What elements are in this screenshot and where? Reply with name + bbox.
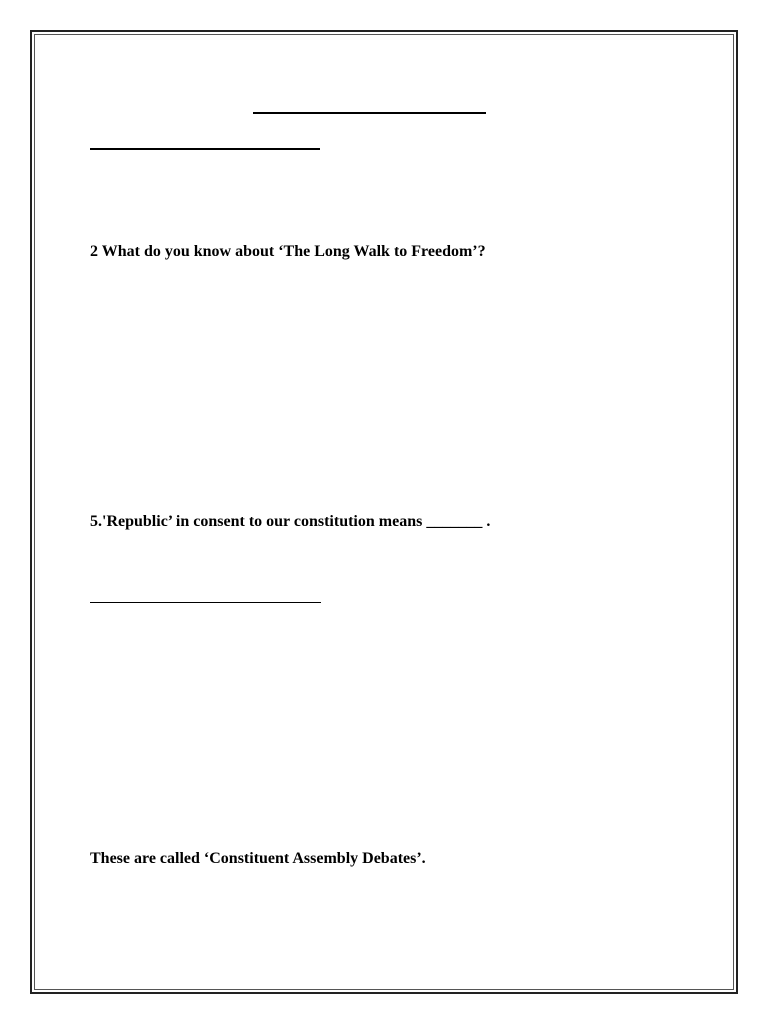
question-5-text: 5.'Republic’ in consent to our constitution means _______ .: [90, 513, 491, 530]
section-heading-underline-blank: [90, 148, 320, 150]
answer-text: These are called ‘Constituent Assembly Debates’.: [90, 850, 426, 867]
section-heading-underline-blank-2: [90, 602, 321, 603]
question-2-text: 2 What do you know about ‘The Long Walk to Freedom’?: [90, 243, 486, 260]
title-underline-blank: [253, 112, 486, 114]
